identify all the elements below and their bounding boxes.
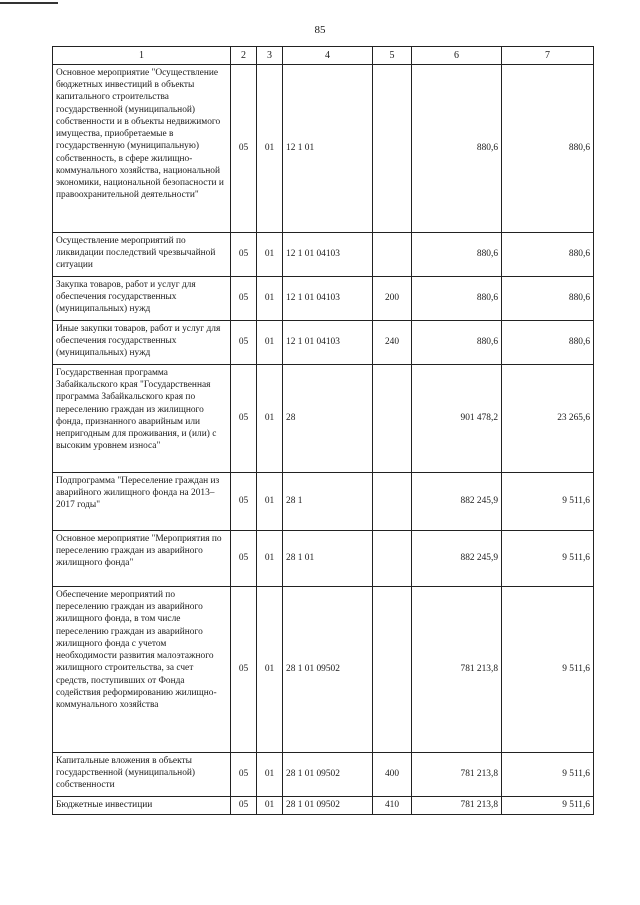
row-section: 05	[231, 365, 257, 473]
header-col-3: 3	[257, 47, 283, 65]
page-number: 85	[314, 24, 326, 36]
table-row	[53, 473, 594, 531]
row-amount-1: 882 245,9	[412, 473, 502, 531]
row-amount-1: 880,6	[412, 233, 502, 277]
row-subsection: 01	[257, 277, 283, 321]
row-target-code: 28 1 01 09502	[283, 753, 373, 797]
row-amount-1: 781 213,8	[412, 587, 502, 753]
row-name: Основное мероприятие "Мероприятия по переселению граждан из аварийного жилищного фонда"	[53, 531, 231, 587]
row-amount-2: 9 511,6	[502, 797, 594, 815]
row-amount-2: 23 265,6	[502, 365, 594, 473]
row-target-code: 28	[283, 365, 373, 473]
row-amount-2: 880,6	[502, 277, 594, 321]
row-name: Осуществление мероприятий по ликвидации последствий чрезвычайной ситуации	[53, 233, 231, 277]
row-amount-2: 9 511,6	[502, 531, 594, 587]
row-section: 05	[231, 277, 257, 321]
row-amount-1: 781 213,8	[412, 753, 502, 797]
row-name: Государственная программа Забайкальского края "Государственная программа Забайкальского края по переселению граждан из жилищного фонда, признанного аварийным или непригодным для проживания, и (или) с высоким уровнем износа"	[53, 365, 231, 473]
table-row	[53, 531, 594, 587]
row-target-code: 28 1 01 09502	[283, 587, 373, 753]
row-section: 05	[231, 587, 257, 753]
row-expense-type	[373, 531, 412, 587]
row-expense-type: 400	[373, 753, 412, 797]
row-amount-1: 901 478,2	[412, 365, 502, 473]
table-row	[53, 753, 594, 797]
row-subsection: 01	[257, 753, 283, 797]
row-name: Подпрограмма "Переселение граждан из аварийного жилищного фонда на 2013–2017 годы"	[53, 473, 231, 531]
header-col-5: 5	[373, 47, 412, 65]
row-target-code: 28 1 01 09502	[283, 797, 373, 815]
row-section: 05	[231, 233, 257, 277]
top-rule	[0, 2, 58, 4]
row-target-code: 12 1 01 04103	[283, 321, 373, 365]
row-expense-type	[373, 233, 412, 277]
row-amount-1: 880,6	[412, 277, 502, 321]
row-subsection: 01	[257, 797, 283, 815]
row-subsection: 01	[257, 65, 283, 233]
row-expense-type: 410	[373, 797, 412, 815]
table-row	[53, 233, 594, 277]
row-amount-2: 880,6	[502, 321, 594, 365]
row-section: 05	[231, 531, 257, 587]
row-section: 05	[231, 65, 257, 233]
header-col-7: 7	[502, 47, 594, 65]
row-expense-type: 200	[373, 277, 412, 321]
row-section: 05	[231, 753, 257, 797]
row-name: Бюджетные инвестиции	[53, 797, 231, 815]
header-col-2: 2	[231, 47, 257, 65]
row-amount-1: 880,6	[412, 65, 502, 233]
table-row	[53, 277, 594, 321]
row-target-code: 28 1 01	[283, 531, 373, 587]
row-subsection: 01	[257, 587, 283, 753]
row-subsection: 01	[257, 473, 283, 531]
table-row	[53, 321, 594, 365]
row-expense-type	[373, 473, 412, 531]
row-name: Капитальные вложения в объекты государственной (муниципальной) собственности	[53, 753, 231, 797]
header-col-1: 1	[53, 47, 231, 65]
row-target-code: 12 1 01 04103	[283, 277, 373, 321]
row-name: Основное мероприятие "Осуществление бюджетных инвестиций в объекты капитального строительства государственной (муниципальной) собственности и в объекты недвижимого имущества, приобретаемые в государственную (муниципальную) собственность, в сфере жилищно-коммунального хозяйства, национальной экономики, национальной безопасности и правоохранительной деятельности"	[53, 65, 231, 233]
row-subsection: 01	[257, 321, 283, 365]
table-row	[53, 797, 594, 815]
row-expense-type	[373, 65, 412, 233]
row-subsection: 01	[257, 233, 283, 277]
header-col-6: 6	[412, 47, 502, 65]
row-amount-2: 9 511,6	[502, 587, 594, 753]
row-section: 05	[231, 473, 257, 531]
table-row	[53, 587, 594, 753]
row-expense-type: 240	[373, 321, 412, 365]
row-expense-type	[373, 587, 412, 753]
row-amount-2: 9 511,6	[502, 753, 594, 797]
row-name: Обеспечение мероприятий по переселению граждан из аварийного жилищного фонда, в том числе переселению граждан из аварийного жилищного фонда с учетом необходимости развития малоэтажного жилищного строительства, за счет средств, поступивших от Фонда содействия реформированию жилищно-коммунального хозяйства	[53, 587, 231, 753]
row-section: 05	[231, 797, 257, 815]
row-target-code: 12 1 01 04103	[283, 233, 373, 277]
header-col-4: 4	[283, 47, 373, 65]
row-amount-1: 781 213,8	[412, 797, 502, 815]
row-target-code: 12 1 01	[283, 65, 373, 233]
row-name: Закупка товаров, работ и услуг для обеспечения государственных (муниципальных) нужд	[53, 277, 231, 321]
row-amount-2: 880,6	[502, 233, 594, 277]
row-amount-1: 882 245,9	[412, 531, 502, 587]
row-subsection: 01	[257, 531, 283, 587]
table-row	[53, 365, 594, 473]
budget-table	[52, 46, 594, 815]
row-target-code: 28 1	[283, 473, 373, 531]
table-row	[53, 65, 594, 233]
row-amount-1: 880,6	[412, 321, 502, 365]
row-amount-2: 9 511,6	[502, 473, 594, 531]
row-subsection: 01	[257, 365, 283, 473]
row-expense-type	[373, 365, 412, 473]
header-row	[53, 47, 594, 65]
row-name: Иные закупки товаров, работ и услуг для обеспечения государственных (муниципальных) нужд	[53, 321, 231, 365]
row-section: 05	[231, 321, 257, 365]
row-amount-2: 880,6	[502, 65, 594, 233]
